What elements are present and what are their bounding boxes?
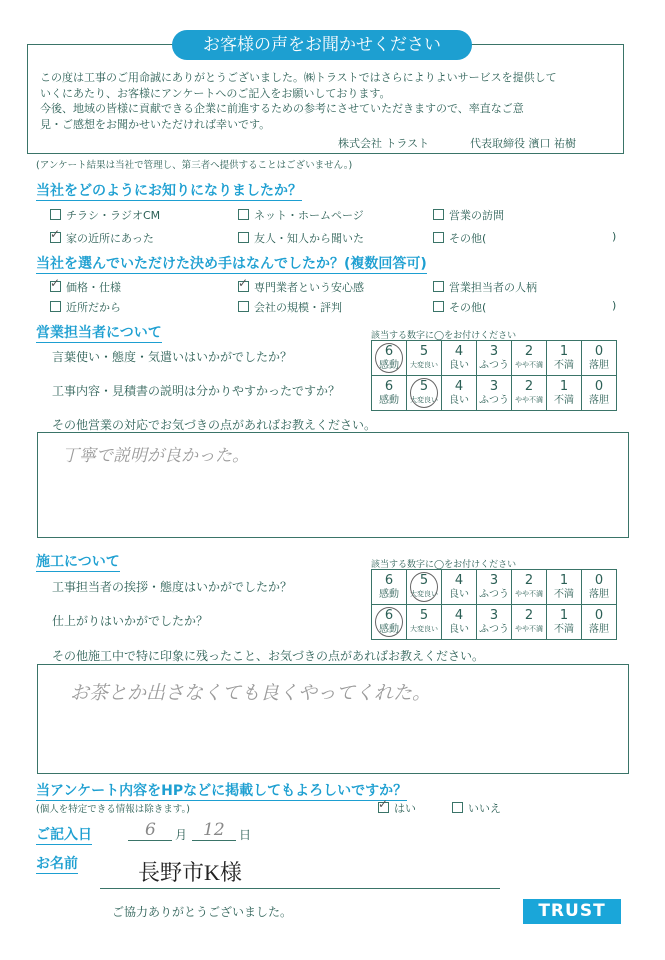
sales-rating-header: 該当する数字に◯をお付けください [371,331,517,341]
construction-section-title: 施工について [36,551,120,572]
rating-number: 6 [384,573,394,588]
construction-question-2: 仕上がりはいかがでしたか？ [52,614,209,628]
q1-option-sales-visit[interactable]: 営業の訪問 [433,207,504,223]
rating-label: やや不満 [515,625,543,633]
sales-question-2: 工事内容・見積書の説明は分かりやすかったですか？ [52,384,341,398]
date-day-line [192,840,236,841]
date-day-value: 12 [203,820,225,840]
rating-label: ふつう [479,624,509,635]
rating-number: 0 [594,344,604,359]
date-month-value: 6 [145,820,156,840]
rating-option-0[interactable] [582,376,617,411]
rating-option-0[interactable] [582,570,617,605]
checkbox-icon[interactable] [452,802,463,813]
rating-option-6[interactable] [372,376,407,411]
rating-option-2[interactable] [512,376,547,411]
q2-option-reputation[interactable]: 会社の規模・評判 [238,299,342,315]
q2-option-sales-person[interactable]: 営業担当者の人柄 [433,279,537,295]
rating-label: 感動 [379,360,399,371]
checkbox-icon[interactable] [433,232,444,243]
checkbox-icon[interactable] [238,209,249,220]
rating-option-2[interactable] [512,570,547,605]
publish-option-yes[interactable]: ✓ はい [378,800,416,816]
rating-number: 4 [454,379,464,394]
privacy-note: (アンケート結果は当社で管理し、第三者へ提供することはございません。) [36,160,353,171]
q1-other-close: ) [612,230,617,243]
rating-option-5[interactable] [407,570,442,605]
rating-option-4[interactable] [442,341,477,376]
sales-question-1: 言葉使い・態度・気遣いはいかがでしたか？ [52,350,293,364]
rating-option-1[interactable] [547,570,582,605]
rating-option-5[interactable] [407,376,442,411]
checkbox-checked-icon[interactable] [238,281,249,292]
intro-text [40,70,610,132]
rating-row [372,570,617,605]
rating-label: 落胆 [589,395,609,406]
rating-number: 0 [594,379,604,394]
publish-question-title: 当アンケート内容をHPなどに掲載してもよろしいですか？ [36,780,407,801]
rating-option-6[interactable] [372,605,407,640]
rating-option-0[interactable] [582,605,617,640]
rating-number: 5 [419,573,429,588]
rating-label: ふつう [479,395,509,406]
rating-label: 良い [449,360,469,371]
rating-number: 3 [489,573,499,588]
construction-rating-table [371,569,617,640]
rating-number: 4 [454,344,464,359]
rating-number: 0 [594,573,604,588]
rating-number: 5 [419,344,429,359]
page-title: お客様の声をお聞かせください [172,30,472,60]
rating-option-4[interactable] [442,570,477,605]
q1-option-nearby[interactable]: ✓家の近所にあった [50,230,154,246]
rating-number: 0 [594,608,604,623]
checkbox-checked-icon[interactable] [378,802,389,813]
rating-option-1[interactable] [547,341,582,376]
rating-row [372,605,617,640]
rating-number: 3 [489,379,499,394]
rating-label: 不満 [554,589,574,600]
rating-label: ふつう [479,360,509,371]
selected-circle-mark [410,378,438,408]
rating-label: 大変良い [410,361,438,369]
construction-comment-prompt: その他施工中で特に印象に残ったこと、お気づきの点があればお教えください。 [52,649,485,663]
rating-option-0[interactable] [582,341,617,376]
rating-label: 大変良い [410,590,438,598]
intro-line-4: 見・ご感想をお聞かせいただければ幸いです。 [40,117,271,131]
q1-title: 当社をどのようにお知りになりましたか？ [36,180,302,201]
rating-number: 3 [489,344,499,359]
date-month-line [128,840,172,841]
rating-option-3[interactable] [477,570,512,605]
selected-circle-mark [375,607,403,637]
rating-number: 4 [454,608,464,623]
rating-number: 2 [524,573,534,588]
company-name: 株式会社 トラスト [338,137,430,150]
rating-label: 不満 [554,360,574,371]
publish-note: (個人を特定できる情報は除きます。) [36,804,190,815]
rating-option-3[interactable] [477,341,512,376]
rating-number: 2 [524,379,534,394]
rating-option-6[interactable] [372,570,407,605]
rating-label: 落胆 [589,360,609,371]
q1-option-friend[interactable]: 友人・知人から聞いた [238,230,364,246]
date-day-unit: 日 [239,828,252,842]
sales-comment-prompt: その他営業の対応でお気づきの点があればお教えください。 [52,418,377,432]
q2-title: 当社を選んでいただけた決め手はなんでしたか？(複数回答可) [36,253,427,274]
rating-option-1[interactable] [547,605,582,640]
rating-label: 不満 [554,395,574,406]
checkbox-checked-icon[interactable] [50,281,61,292]
q2-other-close: ) [612,299,617,312]
checkbox-checked-icon[interactable] [50,232,61,243]
rating-option-5[interactable] [407,605,442,640]
rating-number: 1 [559,608,569,623]
q2-option-other[interactable]: その他( [433,299,486,315]
rating-number: 3 [489,608,499,623]
construction-comment-text: お茶とか出さなくても良くやってくれた。 [70,682,432,704]
checkbox-icon[interactable] [238,301,249,312]
checkbox-icon[interactable] [50,209,61,220]
rating-option-2[interactable] [512,341,547,376]
selected-circle-mark [410,572,438,602]
rating-number: 6 [384,379,394,394]
q1-option-web[interactable]: ネット・ホームページ [238,207,364,223]
selected-circle-mark [375,343,403,373]
checkbox-icon[interactable] [50,301,61,312]
checkbox-icon[interactable] [433,301,444,312]
sales-section-title: 営業担当者について [36,322,162,343]
rating-label: ふつう [479,589,509,600]
intro-line-3: 今後、地域の皆様に貢献できる企業に前進するための参考にさせていただきますので、率直なご意 [40,102,524,115]
rating-label: 落胆 [589,624,609,635]
sales-comment-text: 丁寧で説明が良かった。 [62,446,249,466]
checkbox-icon[interactable] [238,232,249,243]
rating-option-4[interactable] [442,376,477,411]
checkbox-icon[interactable] [433,209,444,220]
publish-option-no[interactable]: いいえ [452,800,501,816]
q1-option-flyer[interactable]: チラシ・ラジオCM [50,207,160,223]
rating-number: 5 [419,608,429,623]
rating-row [372,341,617,376]
rating-number: 1 [559,379,569,394]
rating-number: 4 [454,573,464,588]
rating-number: 2 [524,344,534,359]
checkbox-icon[interactable] [433,281,444,292]
rating-label: やや不満 [515,361,543,369]
rating-label: 不満 [554,624,574,635]
date-label: ご記入日 [36,824,92,845]
rating-label: 大変良い [410,625,438,633]
rating-number: 6 [384,344,394,359]
construction-rating-header: 該当する数字に◯をお付けください [371,560,517,570]
ceo-name: 代表取締役 濱口 祐樹 [470,137,576,150]
rating-label: 大変良い [410,396,438,404]
rating-label: 感動 [379,395,399,406]
q2-option-price[interactable]: ✓価格・仕様 [50,279,121,295]
date-month-unit: 月 [175,828,188,842]
rating-row [372,376,617,411]
rating-label: 良い [449,624,469,635]
rating-label: 感動 [379,624,399,635]
rating-option-6[interactable] [372,341,407,376]
q2-option-specialist[interactable]: ✓ 専門業者という安心感 [238,279,364,295]
sales-rating-table [371,340,617,411]
rating-label: やや不満 [515,396,543,404]
rating-number: 1 [559,344,569,359]
name-line [100,888,500,889]
rating-label: 良い [449,395,469,406]
rating-number: 2 [524,608,534,623]
trust-logo: TRUST [523,899,621,924]
q1-option-other[interactable]: その他( [433,230,486,246]
rating-number: 6 [384,608,394,623]
rating-option-4[interactable] [442,605,477,640]
rating-number: 1 [559,573,569,588]
customer-name: 長野市K様 [138,860,242,885]
rating-option-3[interactable] [477,376,512,411]
intro-line-1: この度は工事のご用命誠にありがとうございました。㈱トラストではさらによりよいサービスを提供して [40,71,557,84]
rating-option-3[interactable] [477,605,512,640]
rating-option-1[interactable] [547,376,582,411]
rating-label: 落胆 [589,589,609,600]
thanks-text: ご協力ありがとうございました。 [112,905,293,919]
rating-option-2[interactable] [512,605,547,640]
name-label: お名前 [36,853,78,874]
construction-question-1: 工事担当者の挨拶・態度はいかがでしたか？ [52,580,293,594]
q2-option-nearby[interactable]: 近所だから [50,299,121,315]
rating-label: 良い [449,589,469,600]
rating-number: 5 [419,379,429,394]
intro-line-2: いくにあたり、お客様にアンケートへのご記入をお願いしております。 [40,86,391,100]
rating-label: 感動 [379,589,399,600]
rating-option-5[interactable] [407,341,442,376]
rating-label: やや不満 [515,590,543,598]
